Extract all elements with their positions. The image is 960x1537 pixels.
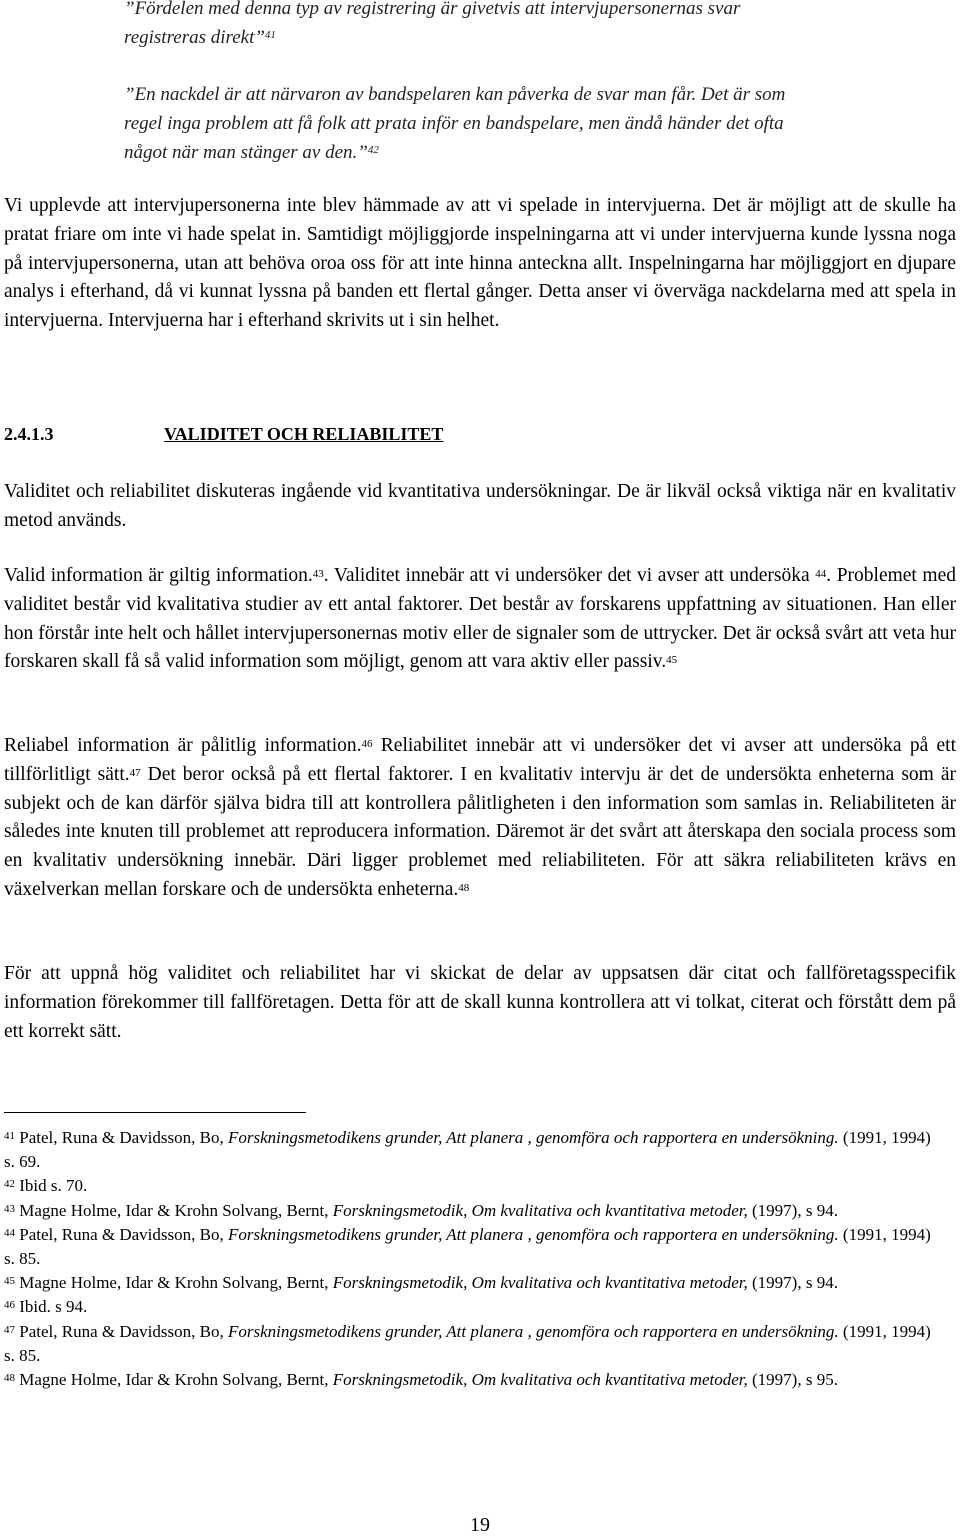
page-number: 19 — [470, 1514, 490, 1536]
footnote-details: (1991, 1994) s. 85. — [4, 1224, 931, 1269]
text-run: . Validitet innebär att vi undersöker det vi avser att undersöka — [323, 565, 816, 586]
footnote — [4, 1320, 944, 1368]
block-quote-2 — [124, 80, 824, 167]
section-heading — [4, 424, 443, 445]
footnote — [4, 1199, 944, 1223]
text-run: . Problemet med validitet består vid kvalitativa studier av ett antal faktorer. Det består av forskarens uppfattning av situationen. Han eller hon förstår inte helt och hållet intervjupersonernas motiv eller de signaler som de uttrycker. Det är också svårt att veta hur forskaren skall få så valid information som möjligt, genom att vara aktiv eller passiv. — [4, 565, 957, 673]
footnote-authors: Magne Holme, Idar & Krohn Solvang, Bernt, — [19, 1200, 333, 1220]
footnote-ref[interactable]: 42 — [367, 144, 379, 156]
footnote-ref[interactable]: 45 — [666, 654, 678, 667]
quote-text: ”En nackdel är att närvaron av bandspelaren kan påverka de svar man får. Det är som regel inga problem att få folk att prata inför en bandspelare, men ändå händer det ofta något när man stänger av den.” — [124, 84, 786, 163]
footnote-title: Forskningsmetodik, Om kvalitativa och kvantitativa metoder, — [332, 1370, 748, 1390]
paragraph-reliabel — [4, 732, 956, 905]
footnote-ref[interactable]: 48 — [458, 881, 470, 894]
footnotes — [4, 1126, 944, 1392]
paragraph-valid — [4, 562, 956, 677]
footnote — [4, 1174, 944, 1198]
footnote-details: (1997), s 94. — [747, 1200, 838, 1220]
footnote — [4, 1295, 944, 1319]
footnote-details: (1997), s 94. — [747, 1273, 838, 1293]
footnote-title: Forskningsmetodik, Om kvalitativa och kvantitativa metoder, — [332, 1273, 748, 1293]
footnote-authors: Magne Holme, Idar & Krohn Solvang, Bernt, — [19, 1273, 333, 1293]
footnote-title: Forskningsmetodikens grunder, Att planera , genomföra och rapportera en undersökning. — [227, 1128, 839, 1147]
footnote — [4, 1368, 944, 1392]
footnote-authors: Patel, Runa & Davidsson, Bo, — [19, 1128, 228, 1147]
footnote-authors: Patel, Runa & Davidsson, Bo, — [19, 1224, 228, 1244]
text-run: Reliabel information är pålitlig information. — [4, 735, 362, 756]
block-quote-1 — [124, 0, 824, 52]
text-run: Reliabilitet innebär att vi undersöker det vi avser att undersöka på ett tillförlitligt sätt. — [4, 735, 956, 785]
quote-text: ”Fördelen med denna typ av registrering är givetvis att intervjupersonernas svar registreras direkt” — [124, 0, 741, 48]
footnote-number: 44 — [4, 1226, 15, 1239]
footnote — [4, 1271, 944, 1295]
paragraph-recording: Vi upplevde att intervjupersonerna inte blev hämmade av att vi spelade in intervjuerna. Det är möjligt att de skulle ha pratat friare om inte vi hade spelat in. Samtidigt möjliggjorde inspelningarna att vi under intervjuerna kunde lyssna noga på intervjupersonerna, utan att behöva oroa oss för att inte hinna anteckna allt. Inspelningarna har möjliggjort en djupare analys i efterhand, då vi kunnat lyssna på banden ett flertal gånger. Detta anser vi överväga nackdelarna med att spela in intervjuerna. Intervjuerna har i efterhand skrivits ut i sin helhet. — [4, 195, 956, 332]
footnote-number: 48 — [4, 1372, 15, 1385]
section-title: VALIDITET OCH RELIABILITET — [164, 424, 444, 444]
footnote-ref[interactable]: 47 — [129, 766, 141, 779]
footnote-ref[interactable]: 43 — [312, 568, 324, 580]
text-run: Valid information är giltig information. — [4, 565, 313, 586]
footnote-number: 47 — [4, 1323, 15, 1336]
footnote-number: 45 — [4, 1275, 15, 1288]
footnote-number: 42 — [4, 1178, 15, 1191]
footnote-number: 43 — [4, 1202, 15, 1215]
footnote-details: (1991, 1994) s. 69. — [4, 1128, 931, 1172]
paragraph-validitet-intro: Validitet och reliabilitet diskuteras ingående vid kvantitativa undersökningar. De är likväl också viktiga när en kvalitativ metod används. — [4, 481, 956, 531]
footnote-authors: Patel, Runa & Davidsson, Bo, — [19, 1321, 228, 1341]
footnote-ref[interactable]: 44 — [815, 568, 827, 580]
footnote-authors: Magne Holme, Idar & Krohn Solvang, Bernt, — [19, 1370, 333, 1390]
footnote-authors: Ibid. s 94. — [19, 1297, 88, 1317]
footnote-details: (1991, 1994) s. 85. — [4, 1321, 931, 1365]
footnote-authors: Ibid s. 70. — [19, 1176, 88, 1196]
footnote-title: Forskningsmetodikens grunder, Att planera , genomföra och rapportera en undersökning. — [227, 1321, 839, 1341]
section-number: 2.4.1.3 — [4, 424, 54, 444]
footnote — [4, 1223, 944, 1271]
footnote-divider — [4, 1112, 306, 1113]
paragraph-final: För att uppnå hög validitet och reliabilitet har vi skickat de delar av uppsatsen där citat och fallföretagsspecifik information förekommer till fallföretagen. Detta för att de skall kunna kontrollera att vi tolkat, citerat och förstått dem på ett korrekt sätt. — [4, 963, 956, 1042]
footnote-number: 46 — [4, 1299, 15, 1312]
footnote-number: 41 — [4, 1130, 15, 1142]
footnote-title: Forskningsmetodik, Om kvalitativa och kvantitativa metoder, — [332, 1200, 748, 1220]
footnote-details: (1997), s 95. — [747, 1370, 838, 1390]
footnote-title: Forskningsmetodikens grunder, Att planera , genomföra och rapportera en undersökning. — [227, 1224, 839, 1244]
footnote-ref[interactable]: 41 — [264, 29, 276, 41]
text-run: Det beror också på ett flertal faktorer. I en kvalitativ intervju är det de undersökta enheterna som är subjekt och de kan därför själva bidra till att kontrollera pålitligheten i den information som samlas in. Reliabiliteten är således inte knuten till problemet att reproducera information. Däremot är det svårt att återskapa den sociala process som en kvalitativ undersökning innebär. Däri ligger problemet med reliabiliteten. För att säkra reliabiliteten krävs en växelverkan mellan forskare och de undersökta enheterna. — [4, 763, 956, 900]
footnote-ref[interactable]: 46 — [361, 738, 373, 750]
footnote — [4, 1126, 944, 1174]
